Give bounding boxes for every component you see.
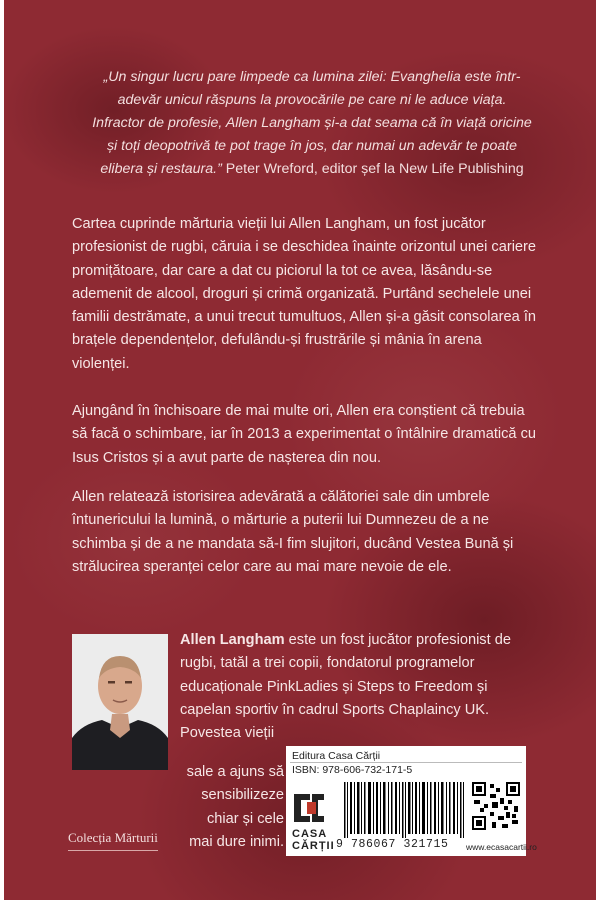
author-name: Allen Langham: [180, 632, 285, 648]
qr-code-icon: [472, 782, 520, 830]
book-back-cover: [4, 0, 596, 900]
quote-text: „Un singur lucru pare limpede ca lumina zilei: Evanghelia este într-adevăr unicul răspuns la provocările pe care ni le aduce viața. Infractor de profesie, Allen Langham și-a dat seama că în viață oricine și toți deopotrivă te pot trage în jos, dar numai un adevăr te poate elibera și restaura.”: [92, 69, 532, 177]
author-photo: [72, 634, 168, 770]
description-paragraph-3: Allen relatează istorisirea adevărată a călătoriei sale din umbrele întunericului la lumină, o mărturie a puterii lui Dumnezeu de a ne schimba și de a ne mandata să-I fim slujitori, ducând Vestea Bună și strălucirea speranței celor care au mai mare nevoie de ele.: [72, 489, 514, 575]
publisher-divider: [290, 762, 522, 763]
publisher-name: Editura Casa Cărții: [292, 750, 381, 762]
publisher-website: www.ecasacartii.ro: [466, 842, 537, 852]
author-bio: [180, 629, 542, 745]
author-bio-continuation: sale a ajuns să sensibilizeze chiar și cele mai dure inimi.: [186, 764, 284, 850]
author-bio-text: este un fost jucător profesionist de rugbi, tatăl a trei copii, fondatorul programelor educaționale PinkLadies și Steps to Freedom și capelan sportiv în cadrul Sports Chaplaincy UK. Povestea vieții: [180, 632, 511, 742]
publisher-info-box: [286, 746, 537, 856]
endorsement-quote: [92, 66, 532, 181]
logo-text-cartii: CĂRȚII: [292, 840, 335, 852]
logo-text-casa: CASA: [292, 828, 328, 840]
collection-label: Colecția Mărturii: [68, 830, 158, 851]
barcode-number: 9 786067 321715: [336, 838, 449, 851]
description-paragraph-1: Cartea cuprinde mărturia vieții lui Allen Langham, un fost jucător profesionist de rugbi, căruia i se deschidea înainte orizontul unei cariere promițătoare, dar care a dat cu piciorul la tot ce avea, lăsându-se ademenit de alcool, droguri și crimă organizată. Purtând sechelele unei familii destrămate, a unui trecut tumultuos, Allen și-a găsit consolarea în brațele dependențelor, defulându-și frustrările și mânia în arena violenței.: [72, 216, 537, 372]
isbn-label: ISBN: 978-606-732-171-5: [292, 764, 413, 776]
author-portrait-image: [72, 634, 168, 770]
quote-attribution: Peter Wreford, editor șef la New Life Publishing: [225, 161, 524, 177]
description-paragraph-2: Ajungând în închisoare de mai multe ori, Allen era conștient că trebuia să facă o schimbare, iar în 2013 a experimentat o întâlnire dramatică cu Isus Cristos și a avut parte de nașterea din nou.: [72, 403, 536, 466]
barcode-icon: [342, 782, 466, 838]
